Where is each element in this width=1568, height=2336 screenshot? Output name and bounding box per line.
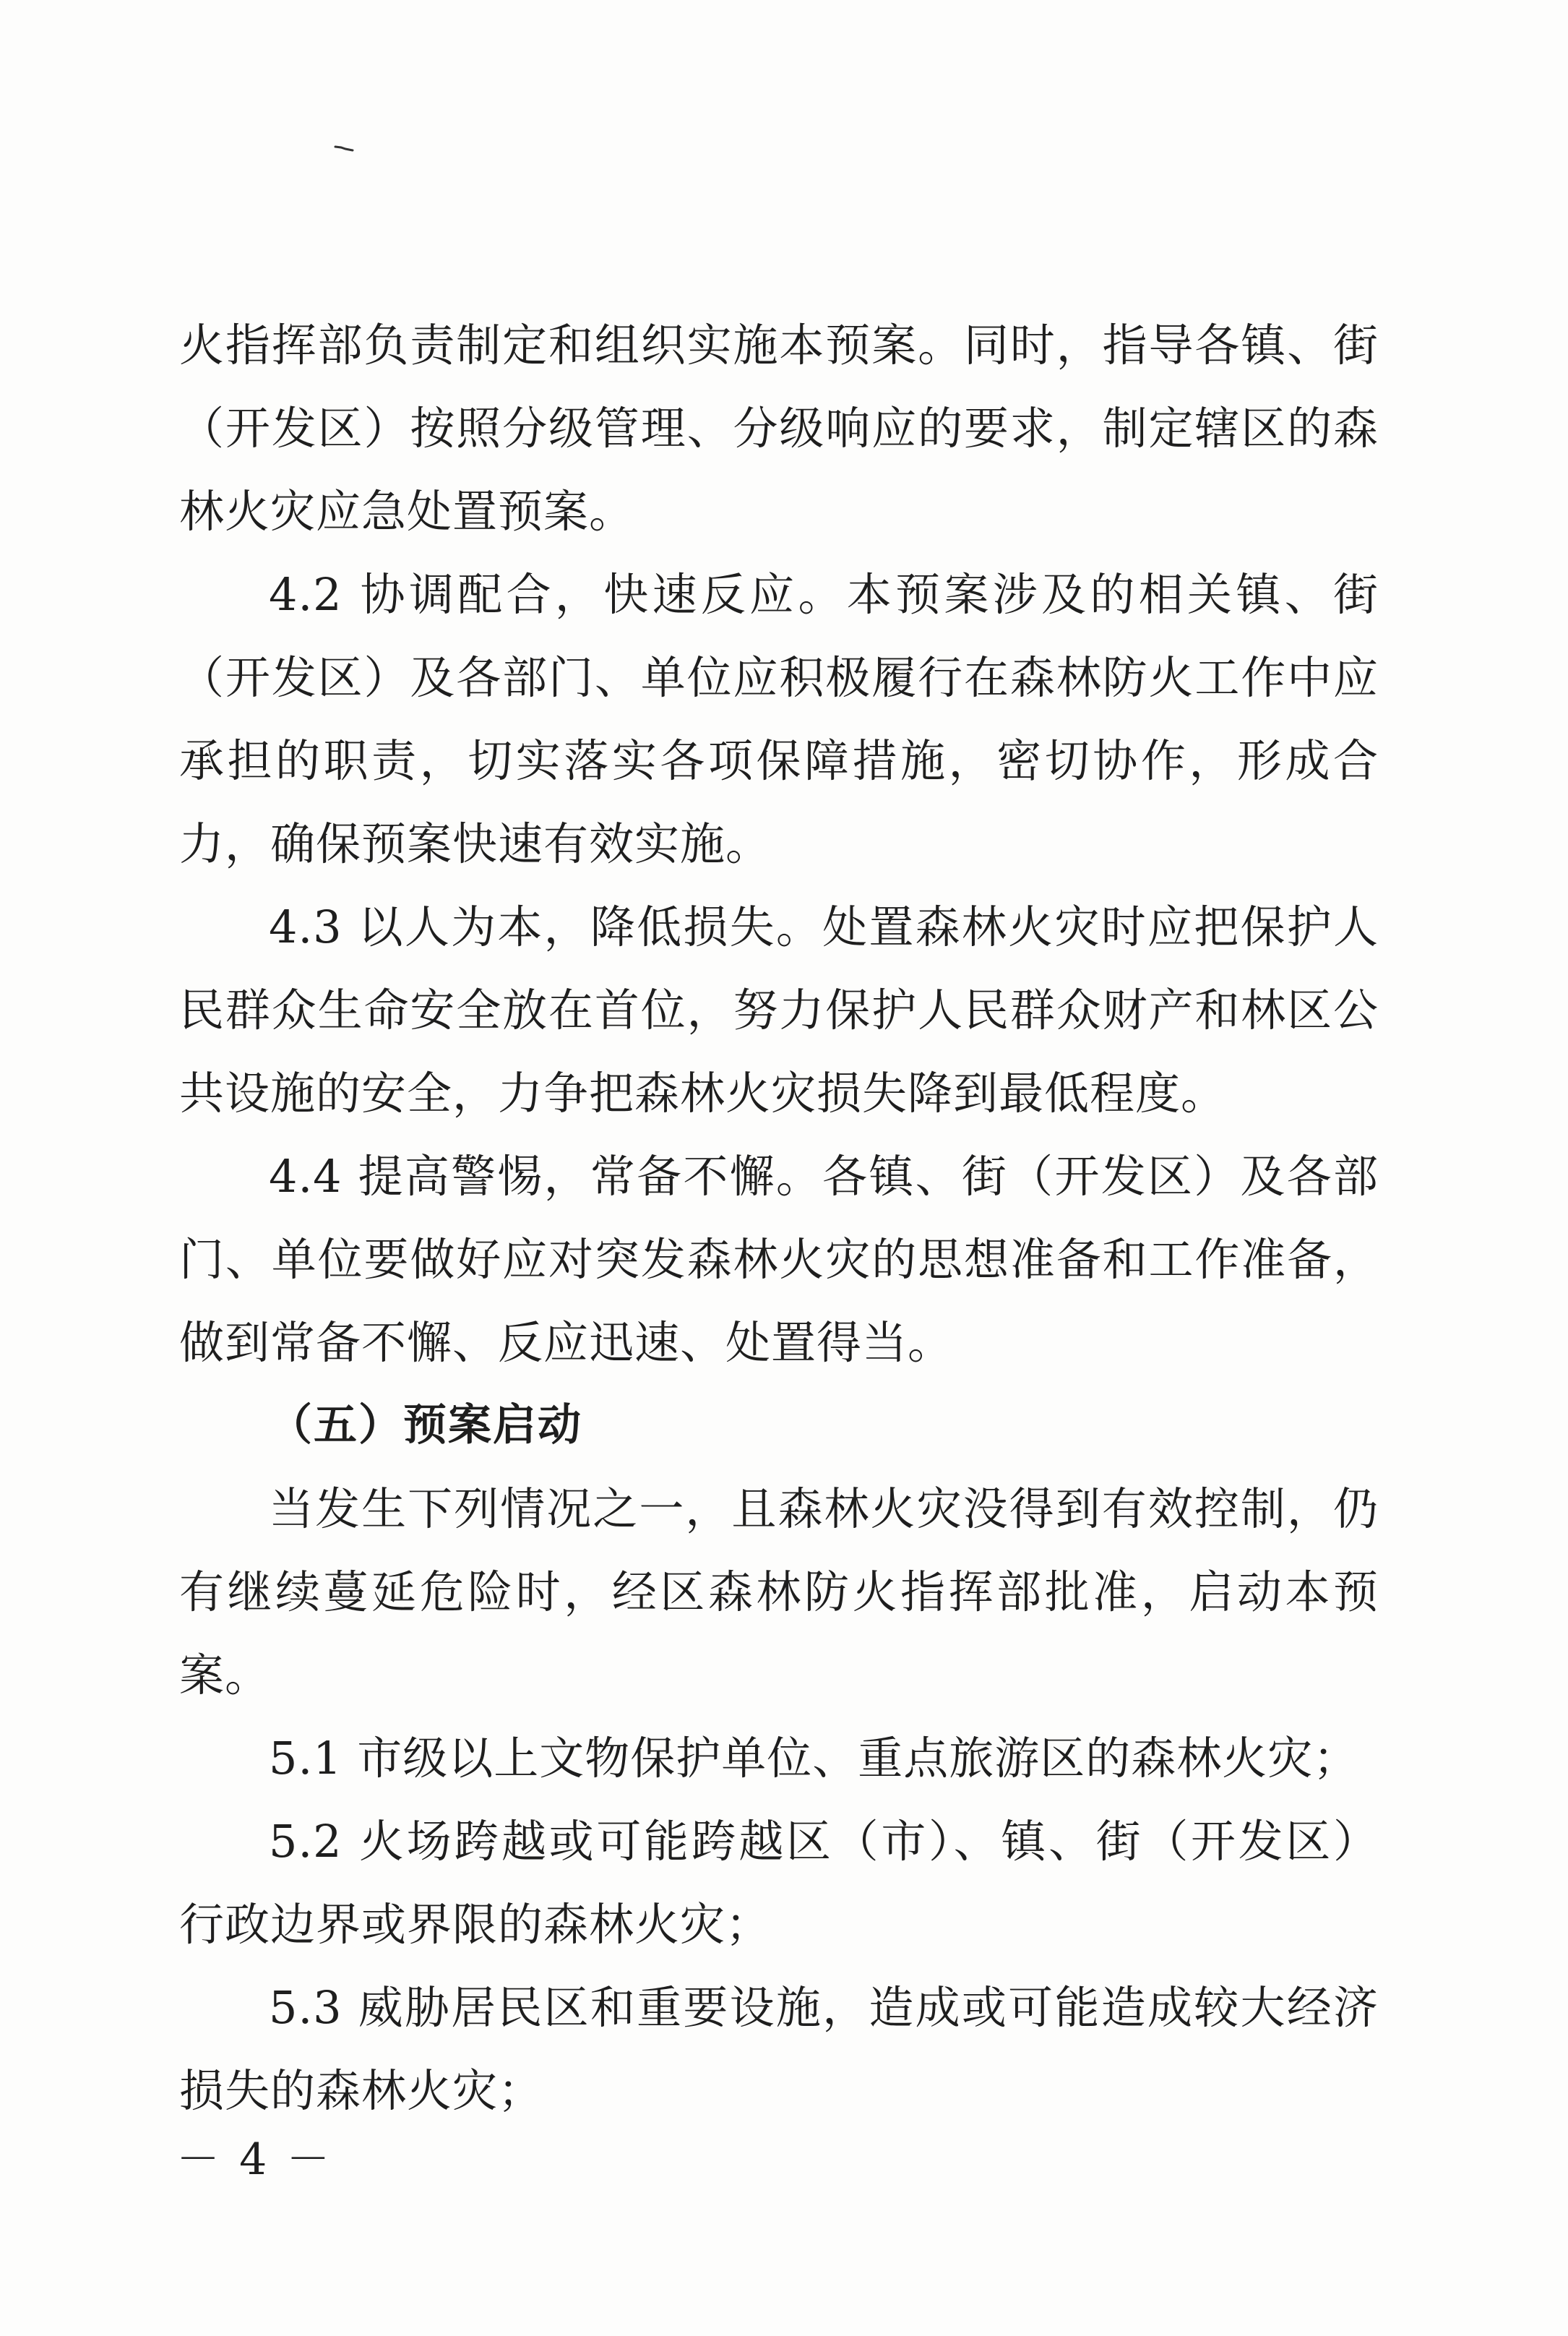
body-text — [179, 304, 1379, 2132]
paragraph-continuation: 火指挥部负责制定和组织实施本预案。同时，指导各镇、街（开发区）按照分级管理、分级响应的要求，制定辖区的森林火灾应急处置预案。 — [179, 319, 1379, 538]
paragraph-4-3: 4.3 以人为本，降低损失。处置森林火灾时应把保护人民群众生命安全放在首位，努力保护人民群众财产和林区公共设施的安全，力争把森林火灾损失降到最低程度。 — [179, 901, 1379, 1120]
paragraph-5-intro: 当发生下列情况之一，且森林火灾没得到有效控制，仍有继续蔓延危险时，经区森林防火指挥部批准，启动本预案。 — [179, 1482, 1379, 1701]
paragraph-5-2: 5.2 火场跨越或可能跨越区（市）、镇、街（开发区）行政边界或界限的森林火灾； — [179, 1815, 1379, 1951]
scan-speck-mark — [334, 145, 356, 152]
page-number: － 4 － — [176, 2134, 333, 2185]
paragraph-5-3: 5.3 威胁居民区和重要设施，造成或可能造成较大经济损失的森林火灾； — [179, 1981, 1379, 2117]
paragraph-4-4: 4.4 提高警惕，常备不懈。各镇、街（开发区）及各部门、单位要做好应对突发森林火灾的思想准备和工作准备，做到常备不懈、反应迅速、处置得当。 — [179, 1150, 1379, 1369]
section-heading-5: （五）预案启动 — [269, 1400, 582, 1451]
paragraph-5-1: 5.1 市级以上文物保护单位、重点旅游区的森林火灾； — [269, 1732, 1359, 1785]
paragraph-4-2: 4.2 协调配合，快速反应。本预案涉及的相关镇、街（开发区）及各部门、单位应积极履行在森林防火工作中应承担的职责，切实落实各项保障措施，密切协作，形成合力，确保预案快速有效实施。 — [179, 568, 1379, 870]
